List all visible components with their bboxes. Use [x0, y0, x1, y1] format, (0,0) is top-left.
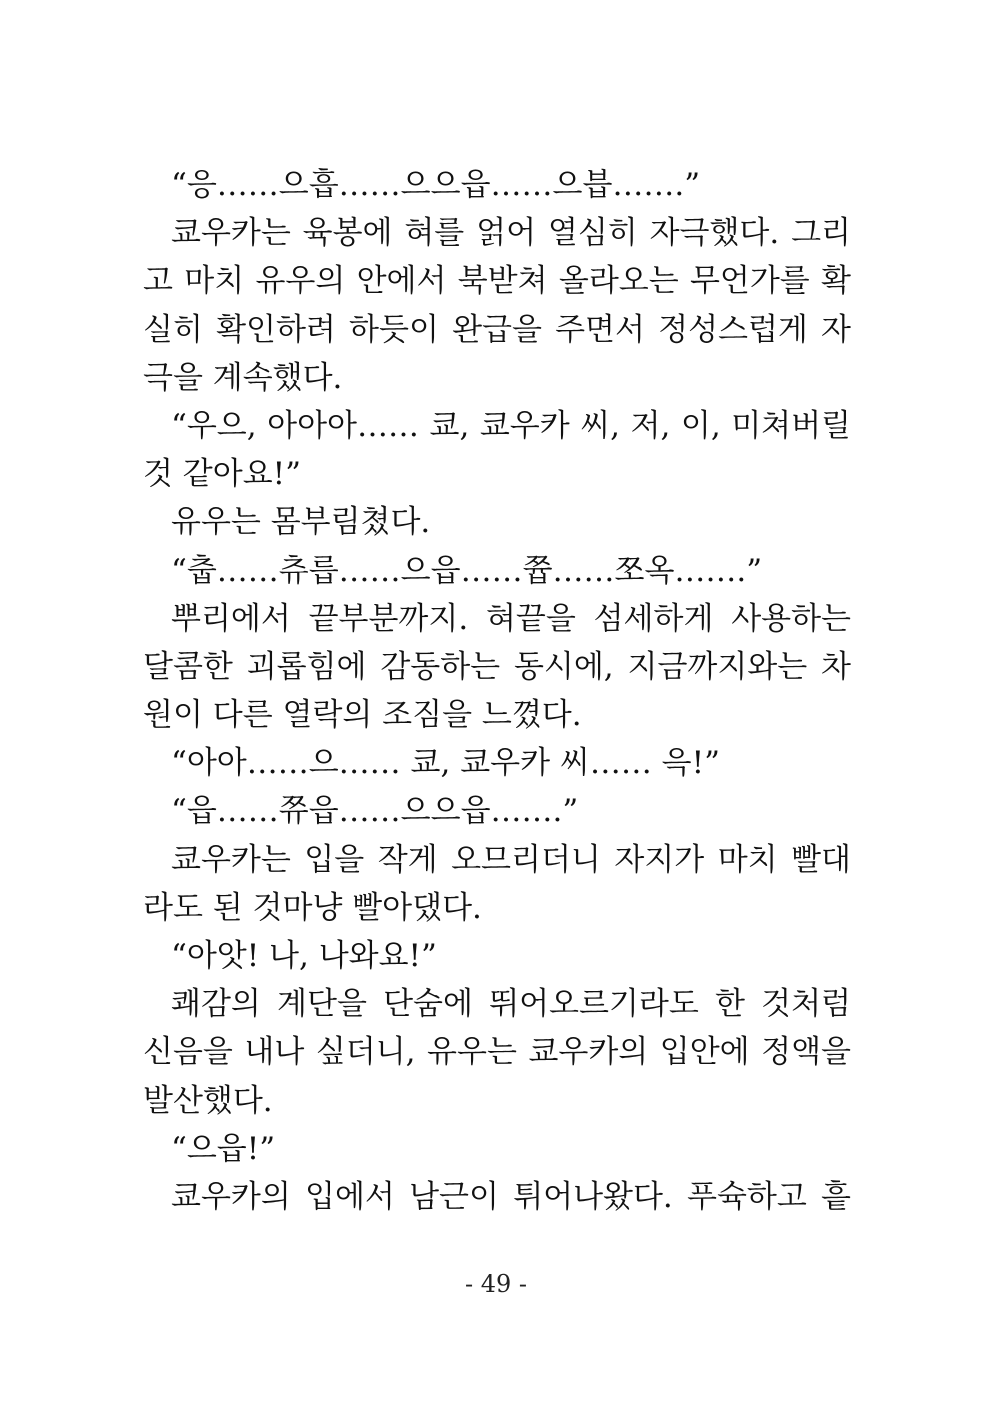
page-number: - 49 -	[464, 1270, 527, 1298]
text-line: 것 같아요!”	[143, 456, 301, 493]
text-line: 쿄우카는 입을 작게 오므리더니 자지가 마치 빨대	[171, 841, 851, 878]
text-line: 쿄우카는 육봉에 혀를 얽어 열심히 자극했다. 그리	[171, 215, 851, 252]
text-line: “아아……으…… 쿄, 쿄우카 씨…… 윽!”	[171, 745, 720, 782]
text-line: 고 마치 유우의 안에서 북받쳐 올라오는 무언가를 확	[143, 263, 851, 300]
text-line: 뿌리에서 끝부분까지. 혀끝을 섬세하게 사용하는	[171, 600, 851, 637]
body-text	[143, 161, 851, 1221]
text-line: 달콤한 괴롭힘에 감동하는 동시에, 지금까지와는 차	[143, 648, 851, 685]
text-line: 발산했다.	[143, 1082, 273, 1119]
text-line: 라도 된 것마냥 빨아댔다.	[143, 889, 482, 926]
text-line: 신음을 내나 싶더니, 유우는 쿄우카의 입안에 정액을	[143, 1034, 851, 1071]
text-line: “읍……쮸읍……으으읍…….”	[171, 793, 579, 830]
text-line: “응……으흡……으으읍……으븝…….”	[171, 167, 701, 203]
text-line: 원이 다른 열락의 조짐을 느꼈다.	[143, 697, 582, 734]
text-line: 쾌감의 계단을 단숨에 뛰어오르기라도 한 것처럼	[171, 986, 851, 1023]
text-line: “으읍!”	[171, 1130, 276, 1167]
text-line: “우으, 아아아…… 쿄, 쿄우카 씨, 저, 이, 미쳐버릴	[171, 407, 851, 444]
text-line: “아앗! 나, 나와요!”	[171, 938, 437, 974]
text-line: 쿄우카의 입에서 남근이 튀어나왔다. 푸슉하고 흩	[171, 1178, 851, 1215]
text-line: “춥……츄릅……으읍……쯉……쪼옥…….”	[171, 552, 763, 589]
text-line: 유우는 몸부림쳤다.	[171, 504, 431, 541]
text-line: 극을 계속했다.	[143, 359, 343, 396]
text-line: 실히 확인하려 하듯이 완급을 주면서 정성스럽게 자	[143, 311, 851, 348]
